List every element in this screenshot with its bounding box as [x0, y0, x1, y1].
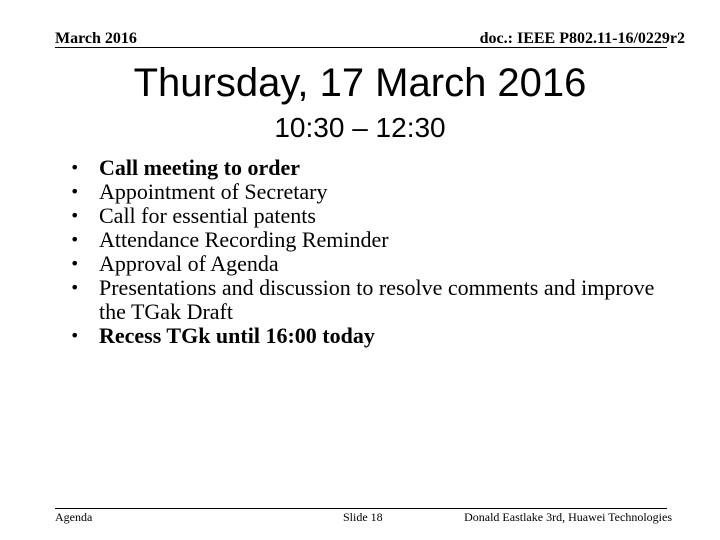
- bullet-icon: •: [70, 278, 80, 297]
- header-date: March 2016: [55, 30, 137, 47]
- slide-number: Slide 18: [343, 510, 383, 524]
- header-divider: [55, 47, 667, 48]
- bullet-icon: •: [70, 182, 80, 201]
- agenda-item-call-to-order: [70, 156, 670, 180]
- bullet-icon: •: [70, 254, 80, 273]
- agenda-item-approval: [70, 252, 670, 276]
- agenda-item-secretary: [70, 180, 670, 204]
- header-doc-reference: doc.: IEEE P802.11-16/0229r2: [479, 30, 685, 47]
- footer-author: Donald Eastlake 3rd, Huawei Technologies: [464, 510, 672, 524]
- bullet-icon: •: [70, 206, 80, 225]
- agenda-item-essential-patents: [70, 204, 670, 228]
- bullet-icon: •: [70, 326, 80, 345]
- agenda-item-text: Presentations and discussion to resolve comments and improve the TGak Draft: [99, 275, 655, 324]
- agenda-item-attendance: [70, 228, 670, 252]
- agenda-item-text: Approval of Agenda: [99, 251, 279, 276]
- slide-title: Thursday, 17 March 2016: [133, 61, 587, 105]
- bullet-icon: •: [70, 158, 80, 177]
- agenda-item-presentations: [70, 276, 670, 324]
- agenda-item-recess: [70, 324, 670, 348]
- agenda-item-text: Appointment of Secretary: [99, 179, 328, 204]
- agenda-item-text: Attendance Recording Reminder: [99, 227, 389, 252]
- slide-subtitle: 10:30 – 12:30: [274, 112, 446, 143]
- footer-divider: [55, 508, 667, 509]
- agenda-list: [70, 156, 670, 348]
- agenda-item-text: Call meeting to order: [99, 155, 300, 180]
- bullet-icon: •: [70, 230, 80, 249]
- footer-section-label: Agenda: [55, 510, 93, 524]
- agenda-item-text: Call for essential patents: [99, 203, 316, 228]
- agenda-item-text: Recess TGk until 16:00 today: [99, 323, 375, 348]
